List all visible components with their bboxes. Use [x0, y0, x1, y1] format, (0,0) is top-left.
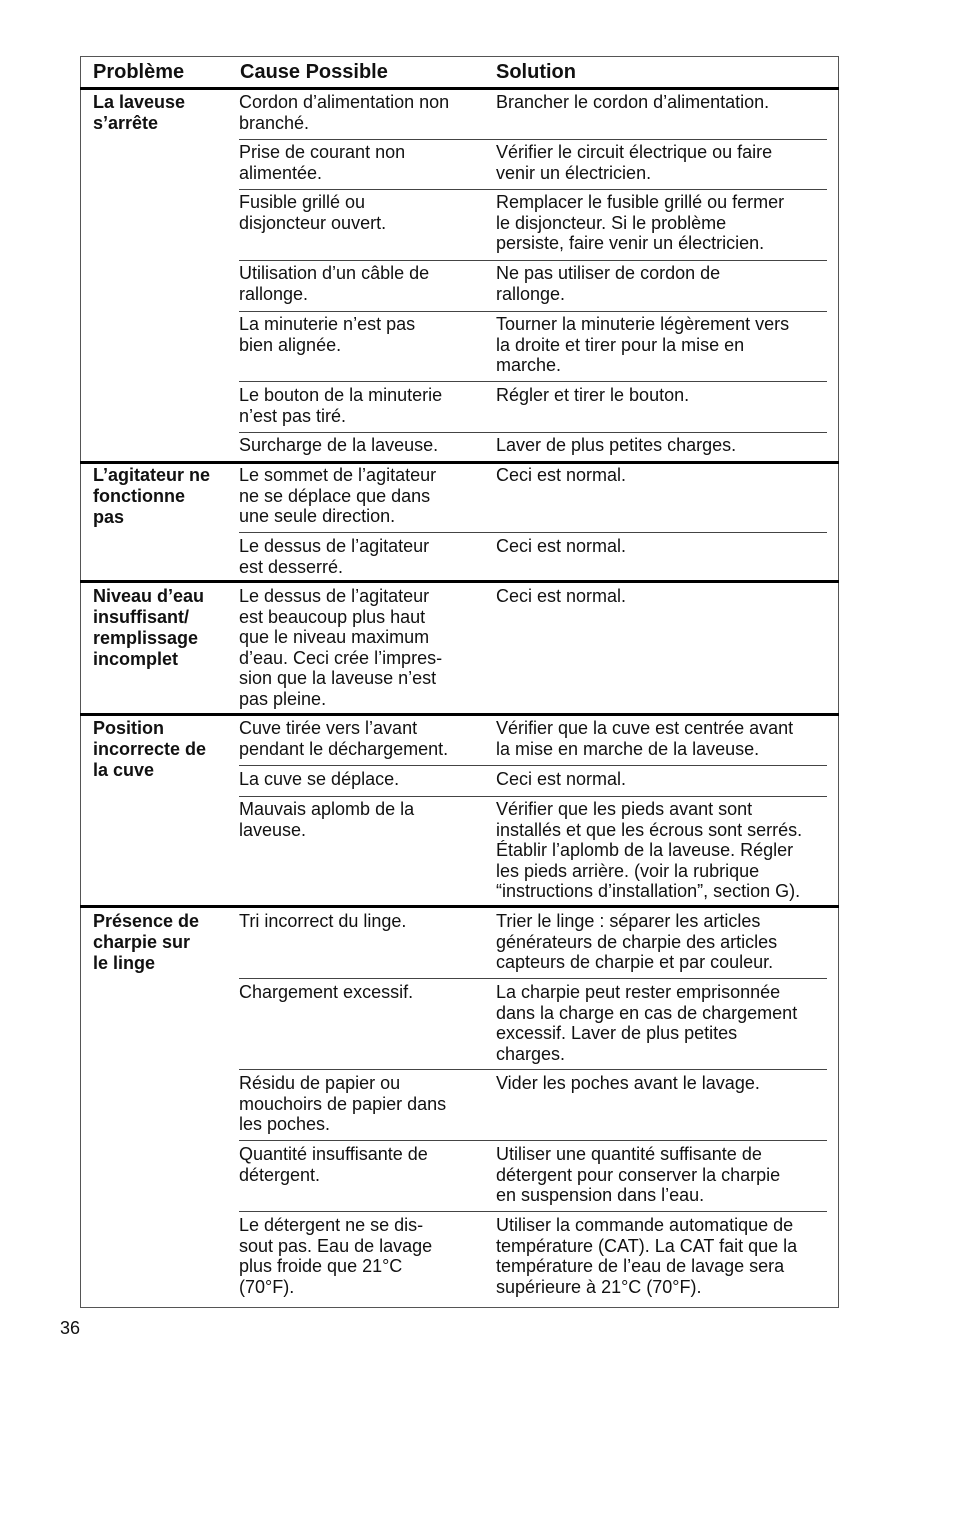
row-divider	[239, 1140, 827, 1141]
solution-cell: Ceci est normal.	[496, 536, 627, 556]
solution-cell: Vérifier que la cuve est centrée avant la mise en marche de la laveuse.	[496, 718, 794, 759]
row-divider	[239, 978, 827, 979]
cause-cell: Mauvais aplomb de la laveuse.	[239, 799, 415, 840]
problem-label: La laveuse s’arrête	[93, 92, 186, 133]
solution-cell: Vider les poches avant le lavage.	[496, 1073, 760, 1093]
row-divider	[239, 260, 827, 261]
solution-cell: Tourner la minuterie légèrement vers la droite et tirer pour la mise en marche.	[496, 314, 790, 375]
row-divider	[239, 311, 827, 312]
solution-cell: Ceci est normal.	[496, 465, 627, 485]
cause-cell: Le sommet de l’agitateur ne se déplace que dans une seule direction.	[239, 465, 437, 526]
cause-cell: La cuve se déplace.	[239, 769, 400, 789]
cause-cell: Utilisation d’un câble de rallonge.	[239, 263, 430, 304]
cause-cell: Prise de courant non alimentée.	[239, 142, 406, 183]
solution-cell: Ceci est normal.	[496, 769, 627, 789]
cause-cell: Le dessus de l’agitateur est beaucoup plus haut que le niveau maximum d’eau. Ceci crée l’impres- sion que la laveuse n’est pas pleine.	[239, 586, 443, 709]
cause-cell: Résidu de papier ou mouchoirs de papier dans les poches.	[239, 1073, 447, 1134]
header-solution: Solution	[496, 61, 576, 83]
problem-label: Position incorrecte de la cuve	[93, 718, 207, 780]
cause-cell: Chargement excessif.	[239, 982, 414, 1002]
row-divider	[239, 1211, 827, 1212]
cause-cell: Fusible grillé ou disjoncteur ouvert.	[239, 192, 387, 233]
header-problem: Problème	[93, 61, 185, 83]
row-divider	[239, 139, 827, 140]
row-divider	[239, 432, 827, 433]
solution-cell: Brancher le cordon d’alimentation.	[496, 92, 770, 112]
problem-label: Présence de charpie sur le linge	[93, 911, 200, 973]
row-divider	[239, 532, 827, 533]
cause-cell: Cordon d’alimentation non branché.	[239, 92, 450, 133]
cause-cell: La minuterie n’est pas bien alignée.	[239, 314, 416, 355]
solution-cell: Ceci est normal.	[496, 586, 627, 606]
cause-cell: Surcharge de la laveuse.	[239, 435, 439, 455]
solution-cell: Vérifier que les pieds avant sont installés et que les écrous sont serrés. Établir l’aplomb de la laveuse. Régler les pieds arrière. (voir la rubrique “instructions d’installation”, section G).	[496, 799, 803, 901]
header-cause: Cause Possible	[240, 61, 388, 83]
page-number: 36	[60, 1318, 81, 1338]
row-divider	[239, 796, 827, 797]
cause-cell: Le bouton de la minuterie n’est pas tiré.	[239, 385, 443, 426]
cause-cell: Le dessus de l’agitateur est desserré.	[239, 536, 430, 577]
problem-label: L’agitateur ne fonctionne pas	[93, 465, 211, 527]
cause-cell: Le détergent ne se dis- sout pas. Eau de lavage plus froide que 21°C (70°F).	[239, 1215, 433, 1297]
problem-label: Niveau d’eau insuffisant/ remplissage incomplet	[93, 586, 205, 669]
solution-cell: Utiliser la commande automatique de température (CAT). La CAT fait que la température de l’eau de lavage sera supérieure à 21°C (70°F).	[496, 1215, 798, 1297]
cause-cell: Tri incorrect du linge.	[239, 911, 407, 931]
header-divider	[80, 87, 839, 90]
group-divider	[80, 713, 839, 716]
row-divider	[239, 1069, 827, 1070]
row-divider	[239, 765, 827, 766]
group-divider	[80, 461, 839, 464]
group-divider	[80, 580, 839, 583]
cause-cell: Cuve tirée vers l’avant pendant le déchargement.	[239, 718, 449, 759]
row-divider	[239, 189, 827, 190]
solution-cell: La charpie peut rester emprisonnée dans la charge en cas de chargement excessif. Laver de plus petites charges.	[496, 982, 798, 1064]
solution-cell: Utiliser une quantité suffisante de détergent pour conserver la charpie en suspension dans l’eau.	[496, 1144, 781, 1205]
row-divider	[239, 381, 827, 382]
solution-cell: Trier le linge : séparer les articles générateurs de charpie des articles capteurs de charpie et par couleur.	[496, 911, 778, 972]
solution-cell: Laver de plus petites charges.	[496, 435, 737, 455]
solution-cell: Remplacer le fusible grillé ou fermer le disjoncteur. Si le problème persiste, faire venir un électricien.	[496, 192, 785, 253]
solution-cell: Régler et tirer le bouton.	[496, 385, 690, 405]
group-divider	[80, 905, 839, 908]
cause-cell: Quantité insuffisante de détergent.	[239, 1144, 428, 1185]
solution-cell: Ne pas utiliser de cordon de rallonge.	[496, 263, 721, 304]
solution-cell: Vérifier le circuit électrique ou faire venir un électricien.	[496, 142, 773, 183]
